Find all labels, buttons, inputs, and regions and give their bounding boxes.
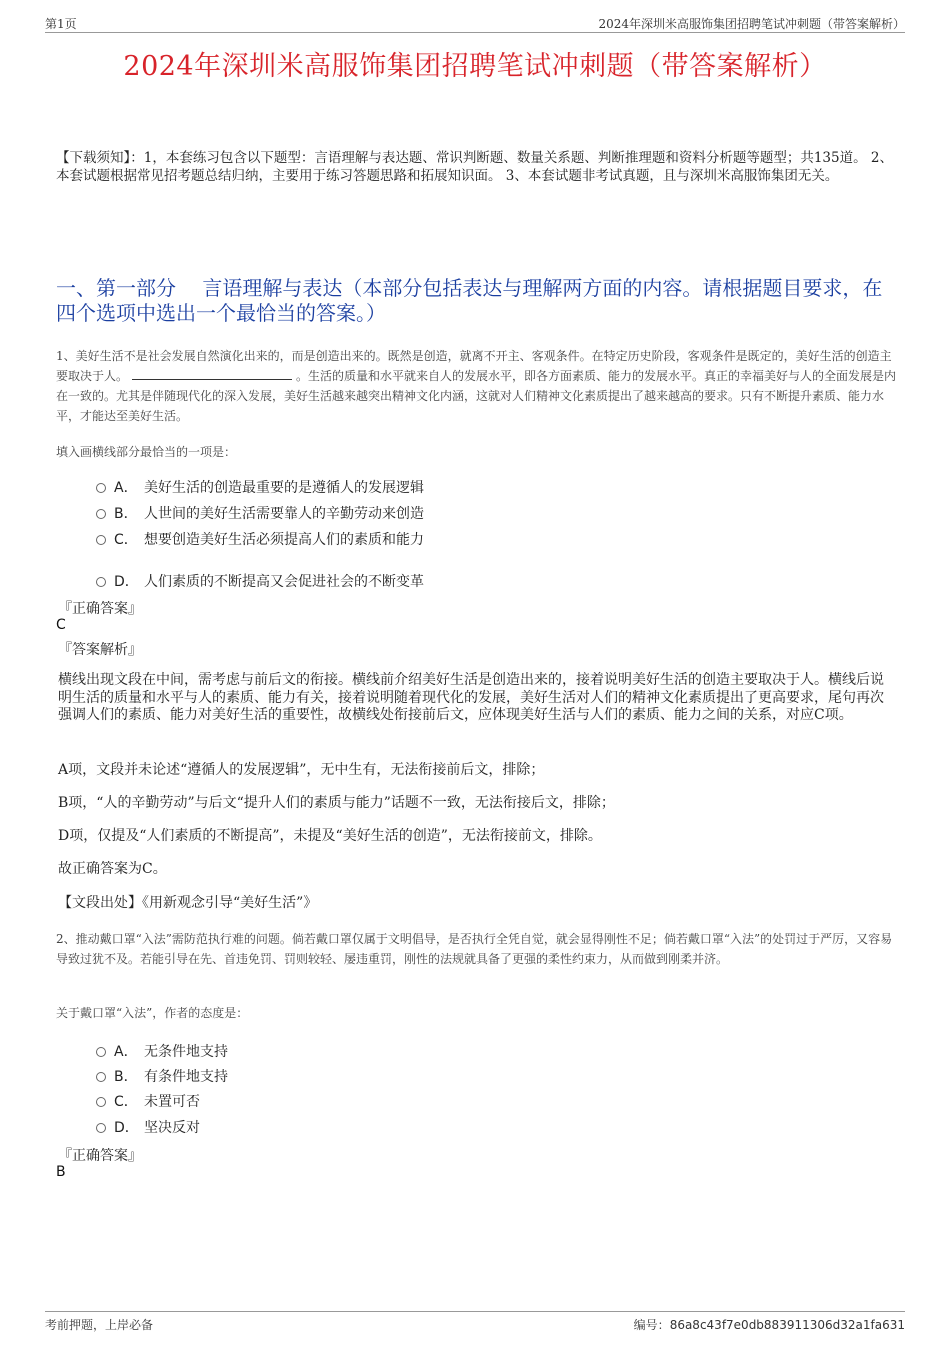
option-label: B． <box>114 506 138 522</box>
radio-icon[interactable] <box>96 483 106 493</box>
question-1-answer: C <box>56 617 66 633</box>
question-1-text <box>56 346 898 426</box>
page-title: 2024年深圳米高服饰集团招聘笔试冲刺题（带答案解析） <box>123 51 827 82</box>
question-2-option-a[interactable] <box>96 1041 228 1061</box>
answer-blank-line <box>132 367 292 380</box>
analysis-option-b: B项，“人的辛勤劳动”与后文“提升人们的素质与能力”话题不一致，无法衔接后文，排除； <box>58 795 615 811</box>
option-label: A． <box>114 1044 138 1060</box>
option-text: 无条件地支持 <box>144 1044 228 1060</box>
footer-code <box>634 1316 905 1333</box>
analysis-option-d: D项，仅提及“人们素质的不断提高”，未提及“美好生活的创造”，无法衔接前文，排除。 <box>58 828 602 844</box>
question-1-option-a[interactable] <box>96 477 424 497</box>
radio-icon[interactable] <box>96 1123 106 1133</box>
footer-code-label: 编号： <box>633 1318 670 1332</box>
footer-code-value: 86a8c43f7e0db883911306d32a1fa631 <box>669 1318 905 1332</box>
option-label: C． <box>114 1094 138 1110</box>
page-header <box>45 14 905 33</box>
analysis-source: 【文段出处】《用新观念引导“美好生活”》 <box>58 895 318 911</box>
radio-icon[interactable] <box>96 509 106 519</box>
question-1-analysis-heading: 『答案解析』 <box>58 642 142 658</box>
radio-icon[interactable] <box>96 577 106 587</box>
question-1-option-c[interactable] <box>96 529 424 549</box>
radio-icon[interactable] <box>96 1097 106 1107</box>
option-text: 美好生活的创造最重要的是遵循人的发展逻辑 <box>144 480 424 496</box>
question-1-text-before: 1、美好生活不是社会发展自然演化出来的，而是创造出来的。既然是创造，就离不开主、客观条件。在特定历史阶段，客观条件是既定的，美好生活的创造主要取决于人。 <box>56 349 892 383</box>
option-label: D． <box>114 1120 139 1136</box>
question-1-option-b[interactable] <box>96 503 424 523</box>
question-2-option-d[interactable] <box>96 1117 200 1137</box>
option-label: C． <box>114 532 138 548</box>
option-text: 未置可否 <box>144 1094 200 1110</box>
analysis-option-a: A项，文段并未论述“遵循人的发展逻辑”，无中生有，无法衔接前后文，排除； <box>58 762 545 778</box>
radio-icon[interactable] <box>96 1047 106 1057</box>
option-text: 坚决反对 <box>144 1120 200 1136</box>
question-1-text-after: 。生活的质量和水平就来自人的发展水平，即各方面素质、能力的发展水平。真正的幸福美好与人的全面发展是内在一致的。尤其是伴随现代化的深入发展，美好生活越来越突出精神文化内涵，这就对人们精神文化素质提出了越来越高的要求。只有不断提升素质、能力水平，才能达至美好生活。 <box>56 369 897 423</box>
footer-slogan: 考前押题，上岸必备 <box>45 1318 154 1332</box>
question-1-option-d[interactable] <box>96 571 424 591</box>
download-notice: 【下载须知】：1，本套练习包含以下题型：言语理解与表达题、常识判断题、数量关系题、判断推理题和资料分析题等题型；共135道。 2、本套试题根据常见招考题总结归纳，主要用于练习答题思路和拓展知识面。 3、本套试题非考试真题，且与深圳米高服饰集团无关。 <box>56 150 893 184</box>
section-heading: 一、第一部分 言语理解与表达（本部分包括表达与理解两方面的内容。请根据题目要求，在四个选项中选出一个最恰当的答案。） <box>56 276 883 325</box>
question-1-prompt: 填入画横线部分最恰当的一项是： <box>56 445 237 459</box>
option-text: 人们素质的不断提高又会促进社会的不断变革 <box>144 574 424 590</box>
option-label: D． <box>114 574 139 590</box>
option-text: 想要创造美好生活必须提高人们的素质和能力 <box>144 532 424 548</box>
question-2-option-c[interactable] <box>96 1091 200 1111</box>
header-doc-title: 2024年深圳米高服饰集团招聘笔试冲刺题（带答案解析） <box>598 17 905 31</box>
question-2-prompt: 关于戴口罩“入法”，作者的态度是： <box>56 1006 249 1020</box>
radio-icon[interactable] <box>96 1072 106 1082</box>
option-text: 有条件地支持 <box>144 1069 228 1085</box>
question-2-text: 2、推动戴口罩“入法”需防范执行难的问题。倘若戴口罩仅属于文明倡导，是否执行全凭自觉，就会显得刚性不足；倘若戴口罩“入法”的处罚过于严厉，又容易导致过犹不及。若能引导在先、首违免罚、罚则较轻、屡违重罚，刚性的法规就具备了更强的柔性约束力，从而做到刚柔并济。 <box>56 932 893 966</box>
question-2-answer-heading: 『正确答案』 <box>58 1148 142 1164</box>
radio-icon[interactable] <box>96 535 106 545</box>
page-footer <box>45 1311 905 1334</box>
option-label: A． <box>114 480 138 496</box>
question-2-answer: B <box>56 1164 66 1180</box>
question-2-option-b[interactable] <box>96 1066 228 1086</box>
analysis-paragraph: 横线出现文段在中间，需考虑与前后文的衔接。横线前介绍美好生活是创造出来的，接着说明美好生活的创造主要取决于人。横线后说明生活的质量和水平与人的素质、能力有关，接着说明随着现代化的发展，美好生活对人们的精神文化素质提出了更高要求，尾句再次强调人们的素质、能力对美好生活的重要性，故横线处衔接前后文，应体现美好生活与人们的素质、能力之间的关系，对应C项。 <box>58 672 884 723</box>
page-number: 第1页 <box>45 17 77 31</box>
option-text: 人世间的美好生活需要靠人的辛勤劳动来创造 <box>144 506 424 522</box>
analysis-conclusion: 故正确答案为C。 <box>58 861 167 877</box>
option-label: B． <box>114 1069 138 1085</box>
question-1-answer-heading: 『正确答案』 <box>58 601 142 617</box>
